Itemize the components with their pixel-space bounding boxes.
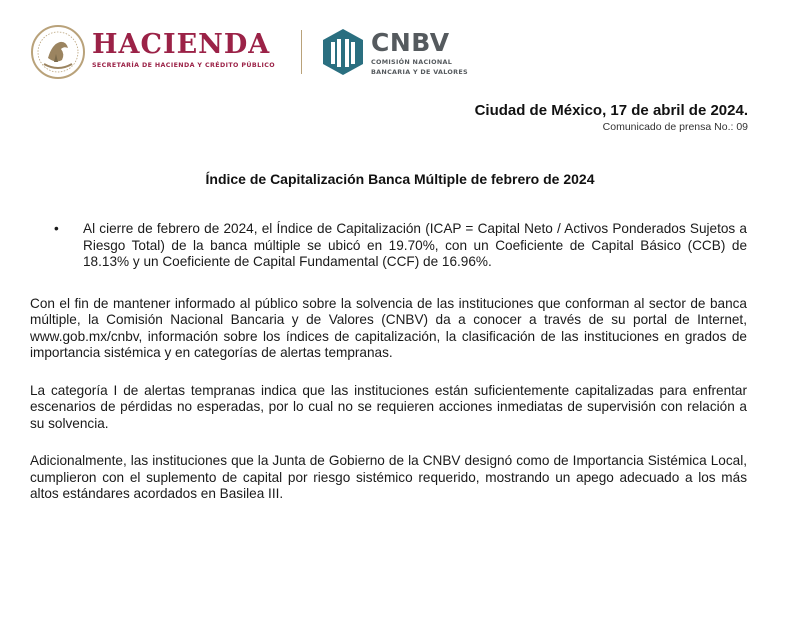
cnbv-subtitle-line2: BANCARIA Y DE VALORES (371, 68, 468, 76)
bullet-marker: • (54, 221, 59, 236)
letterhead (30, 22, 770, 84)
logo-divider (301, 30, 302, 74)
press-release-number: Comunicado de prensa No.: 09 (602, 121, 748, 133)
cnbv-subtitle-line1: COMISIÓN NACIONAL (371, 58, 453, 66)
paragraph-solvency-info: Con el fin de mantener informado al público sobre la solvencia de las instituciones que conforman al sector de banca múltiple, la Comisión Nacional Bancaria y de Valores (CNBV) da a conocer a través de su portal de Internet, www.gob.mx/cnbv, información sobre los índices de capitalización, la clasificación de las instituciones en grados de importancia sistémica y en categorías de alertas tempranas. (30, 295, 747, 360)
cnbv-wordmark: CNBV (371, 28, 450, 57)
paragraph-early-alerts: La categoría I de alertas tempranas indica que las instituciones están suficientemente capitalizadas para enfrentar escenarios de pérdidas no esperadas, por lo cual no se requieren acciones inmediatas de supervisión con relación a su solvencia. (30, 382, 747, 431)
dateline (475, 102, 748, 133)
document-body (30, 221, 747, 516)
document-title: Índice de Capitalización Banca Múltiple de febrero de 2024 (205, 171, 595, 187)
mexico-coat-of-arms-icon (30, 24, 86, 80)
hacienda-subtitle: SECRETARÍA DE HACIENDA Y CRÉDITO PÚBLICO (92, 62, 276, 69)
bullet-text: Al cierre de febrero de 2024, el Índice de Capitalización (ICAP = Capital Neto / Activos Ponderados Sujetos a Riesgo Total) de la banca múltiple se ubicó en 19.70%, con un Coeficiente de Capital Básico (CCB) de 18.13% y un Coeficiente de Capital Fundamental (CCF) de 16.96%. (83, 221, 747, 269)
hacienda-wordmark: HACIENDA (92, 29, 271, 60)
paragraph-systemic-importance: Adicionalmente, las instituciones que la Junta de Gobierno de la CNBV designó como de Importancia Sistémica Local, cumplieron con el suplemento de capital por riesgo sistémico requerido, mostrando un apego adecuado a los más altos estándares acordados en Basilea III. (30, 453, 747, 501)
release-date: Ciudad de México, 17 de abril de 2024. (474, 102, 748, 119)
bullet-item (30, 221, 747, 271)
cnbv-logo-icon (322, 28, 364, 76)
